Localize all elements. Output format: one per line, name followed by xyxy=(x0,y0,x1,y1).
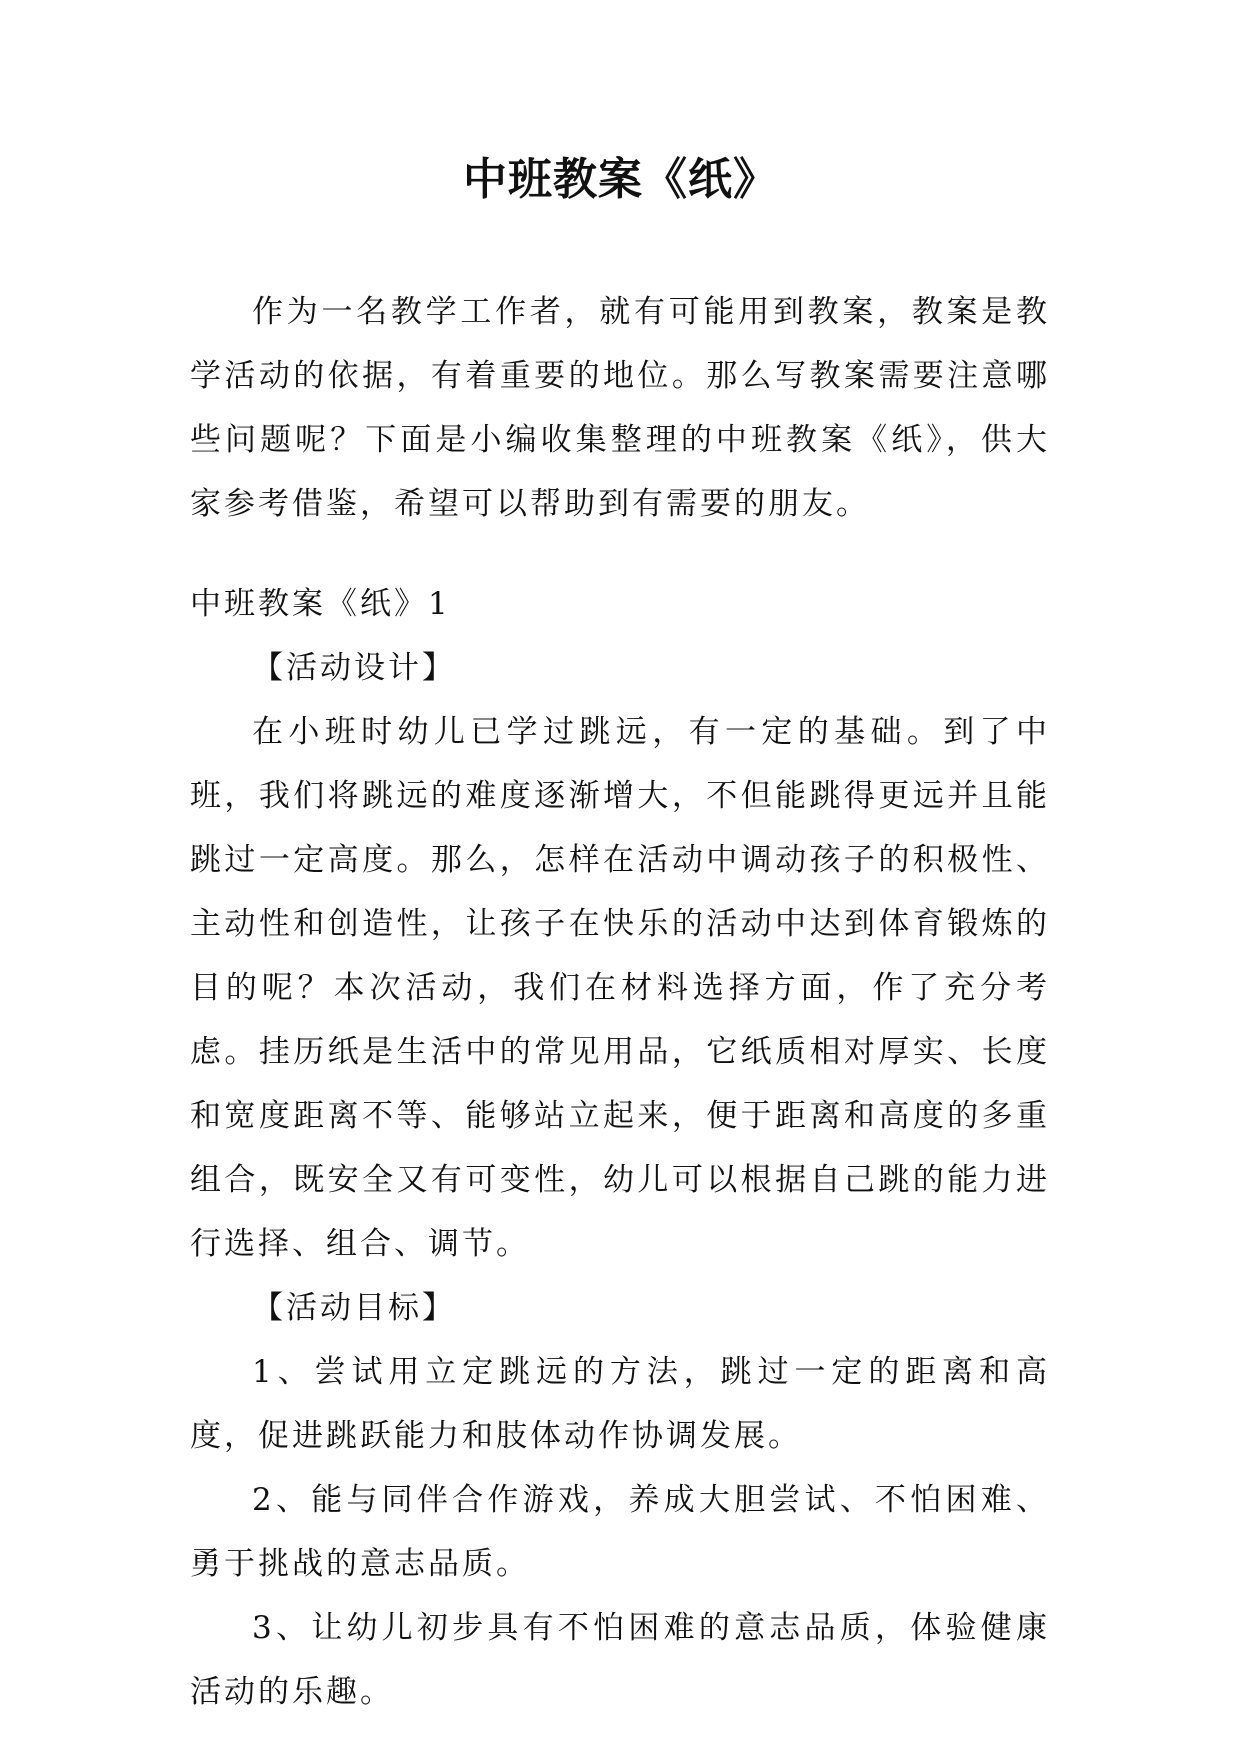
intro-paragraph: 作为一名教学工作者，就有可能用到教案，教案是教学活动的依据，有着重要的地位。那么写教案需要注意哪些问题呢？下面是小编收集整理的中班教案《纸》，供大家参考借鉴，希望可以帮助到有需要的朋友。 xyxy=(190,294,1050,522)
activity-design-heading: 【活动设计】 xyxy=(252,650,456,686)
section-heading: 中班教案《纸》1 xyxy=(190,586,451,622)
goal-item-1: 1、尝试用立定跳远的方法，跳过一定的距离和高度，促进跳跃能力和肢体动作协调发展。 xyxy=(190,1354,1050,1454)
goal-item-3: 3、让幼儿初步具有不怕困难的意志品质，体验健康活动的乐趣。 xyxy=(190,1610,1050,1710)
section-1 xyxy=(190,572,1050,1724)
activity-goals-heading: 【活动目标】 xyxy=(252,1290,456,1326)
activity-design-paragraph: 在小班时幼儿已学过跳远，有一定的基础。到了中班，我们将跳远的难度逐渐增大，不但能跳得更远并且能跳过一定高度。那么，怎样在活动中调动孩子的积极性、主动性和创造性，让孩子在快乐的活动中达到体育锻炼的目的呢？本次活动，我们在材料选择方面，作了充分考虑。挂历纸是生活中的常见用品，它纸质相对厚实、长度和宽度距离不等、能够站立起来，便于距离和高度的多重组合，既安全又有可变性，幼儿可以根据自己跳的能力进行选择、组合、调节。 xyxy=(190,714,1050,1262)
intro-block xyxy=(190,280,1050,536)
document-title: 中班教案《纸》 xyxy=(463,154,778,205)
goal-item-2: 2、能与同伴合作游戏，养成大胆尝试、不怕困难、勇于挑战的意志品质。 xyxy=(190,1482,1050,1582)
